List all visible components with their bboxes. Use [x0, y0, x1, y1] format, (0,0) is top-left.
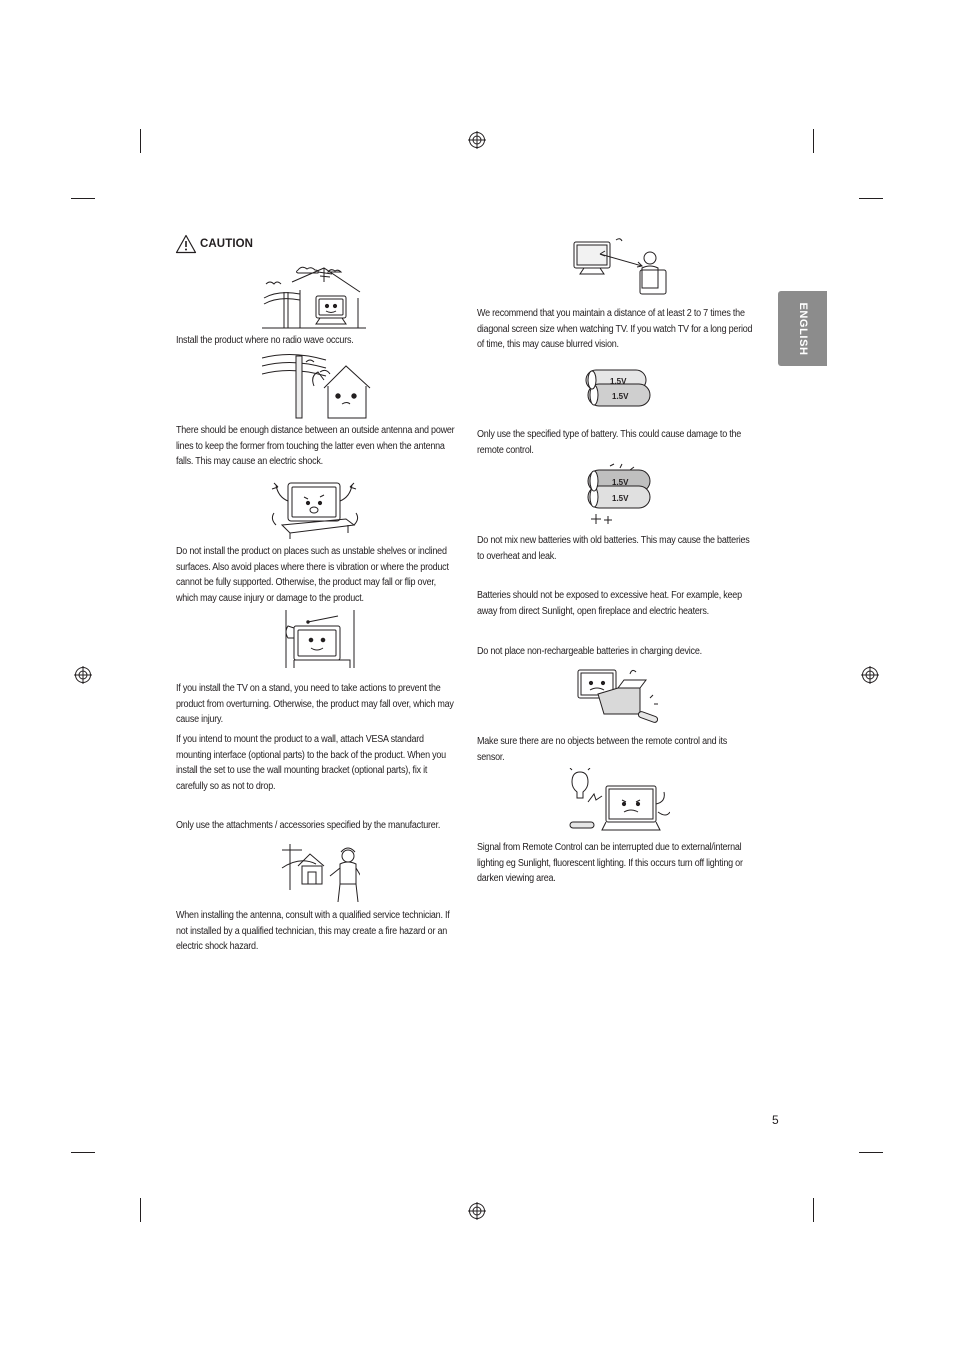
battery-label: 1.5V	[612, 392, 629, 401]
battery-label: 1.5V	[612, 478, 629, 487]
registration-mark-icon	[74, 666, 92, 684]
crop-mark	[71, 198, 95, 199]
caution-item: If you intend to mount the product to a wall, attach VESA standard mounting interface (optional parts) to the back of the product. When you install the set to use the wall mounting bracket (optional parts), fix it carefully so as not to drop.	[176, 734, 446, 792]
mixed-batteries-illustration	[580, 462, 660, 528]
caution-item: There should be enough distance between an outside antenna and power lines to keep the former from touching the latter even when the antenna falls. This may cause an electric shock.	[176, 425, 455, 467]
unstable-shelf-illustration	[268, 473, 364, 541]
caution-item: When installing the antenna, consult with a qualified service technician. If not installed by a qualified technician, this may create a fire hazard or an electric shock hazard.	[176, 910, 450, 952]
lighting-interference-illustration	[566, 768, 670, 834]
caution-item: Do not mix new batteries with old batteries. This may cause the batteries to overheat and leak.	[477, 535, 750, 562]
caution-item: We recommend that you maintain a distance of at least 2 to 7 times the diagonal screen size when watching TV. If you watch TV for a long period of time, this may cause blurred vision.	[477, 308, 753, 350]
crop-mark	[140, 1198, 141, 1222]
caution-item: Only use the specified type of battery. This could cause damage to the remote control.	[477, 429, 742, 456]
caution-heading: CAUTION	[175, 234, 253, 254]
language-tab	[778, 291, 827, 366]
registration-mark-icon	[468, 131, 486, 149]
remote-sensor-obstacle-illustration	[574, 664, 664, 726]
crop-mark	[140, 129, 141, 153]
language-tab-label: ENGLISH	[796, 301, 809, 356]
caution-item: Only use the attachments / accessories specified by the manufacturer.	[176, 820, 441, 831]
crop-mark	[71, 1152, 95, 1153]
antenna-power-line-illustration	[262, 352, 374, 420]
caution-item: Install the product where no radio wave occurs.	[176, 335, 354, 346]
caution-item: Do not install the product on places such as unstable shelves or inclined surfaces. Also avoid places where there is vibration or where the product cannot be fully supported. Otherwise, the product may fall or flip over, which may cause injury or damage to the product.	[176, 546, 449, 604]
viewing-distance-illustration	[570, 236, 670, 298]
caution-item: Signal from Remote Control can be interrupted due to external/internal lighting eg Sunlight, fluorescent lighting. If this occurs turn off lighting or darken viewing area.	[477, 842, 743, 884]
crop-mark	[813, 1198, 814, 1222]
house-antenna-illustration	[262, 262, 366, 330]
crop-mark	[813, 129, 814, 153]
caution-item: Make sure there are no objects between the remote control and its sensor.	[477, 736, 728, 763]
registration-mark-icon	[861, 666, 879, 684]
tv-stand-overturning-illustration	[278, 608, 358, 670]
crop-mark	[859, 198, 883, 199]
caution-item: Do not place non-rechargeable batteries in charging device.	[477, 646, 702, 657]
page-number: 5	[772, 1113, 779, 1127]
crop-mark	[859, 1152, 883, 1153]
registration-mark-icon	[468, 1202, 486, 1220]
battery-label: 1.5V	[610, 377, 627, 386]
batteries-1-5v-illustration	[580, 366, 658, 414]
battery-label: 1.5V	[612, 494, 629, 503]
caution-item: If you install the TV on a stand, you need to take actions to prevent the product from overturning. Otherwise, the product may fall over, which may cause injury.	[176, 683, 454, 725]
warning-triangle-icon	[175, 234, 197, 254]
caution-item: Batteries should not be exposed to excessive heat. For example, keep away from direct Sunlight, open fireplace and electric heaters.	[477, 590, 742, 617]
antenna-technician-illustration	[278, 840, 360, 906]
